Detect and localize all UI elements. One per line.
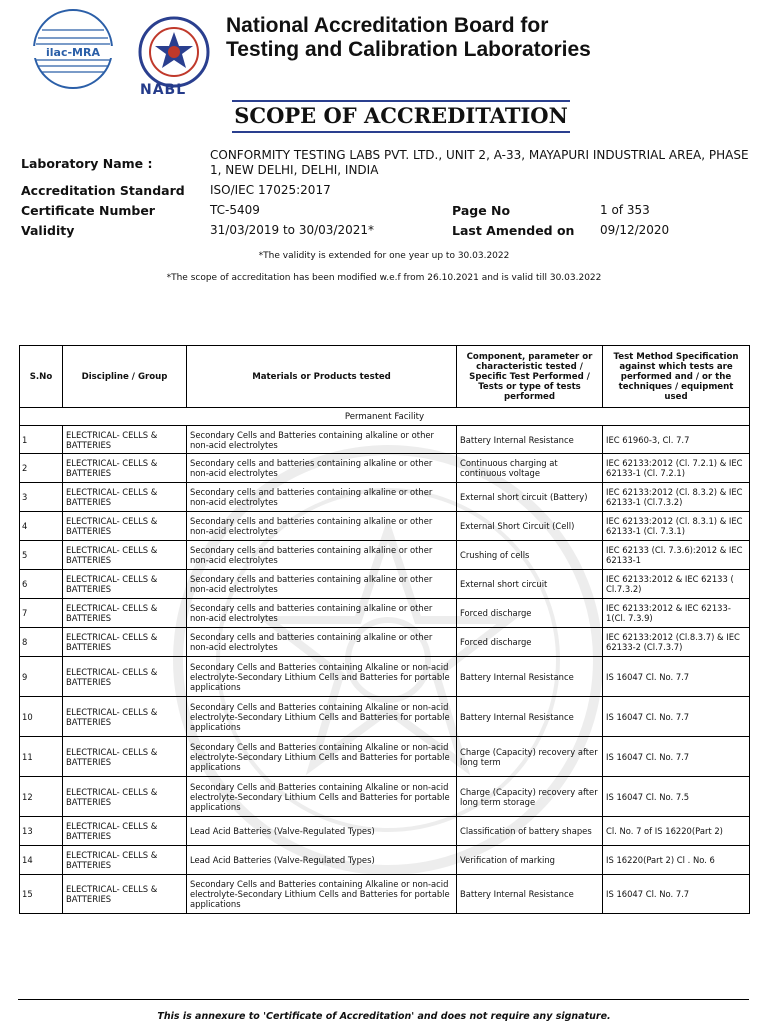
board-title bbox=[226, 14, 591, 62]
scope-title-rule-bottom bbox=[232, 131, 570, 133]
cell-test: Charge (Capacity) recovery after long term bbox=[457, 737, 603, 777]
cell-discipline: ELECTRICAL- CELLS & BATTERIES bbox=[63, 570, 187, 599]
cell-sno: 5 bbox=[20, 541, 63, 570]
page-label: Page No bbox=[452, 203, 511, 218]
cell-material: Secondary cells and batteries containing alkaline or other non-acid electrolytes bbox=[187, 599, 457, 628]
table-row bbox=[20, 599, 750, 628]
amended-label: Last Amended on bbox=[452, 223, 575, 238]
cell-method: IS 16047 Cl. No. 7.7 bbox=[603, 657, 750, 697]
cell-sno: 12 bbox=[20, 777, 63, 817]
cell-material: Secondary Cells and Batteries containing Alkaline or non-acid electrolyte-Secondary Lithium Cells and Batteries for portable applications bbox=[187, 697, 457, 737]
amended-value: 09/12/2020 bbox=[600, 223, 670, 237]
cell-material: Secondary Cells and Batteries containing alkaline or other non-acid electrolytes bbox=[187, 426, 457, 454]
lab-name-label: Laboratory Name : bbox=[21, 156, 153, 171]
cell-sno: 2 bbox=[20, 454, 63, 483]
table-row bbox=[20, 628, 750, 657]
cell-method: IEC 62133:2012 & IEC 62133-1(Cl. 7.3.9) bbox=[603, 599, 750, 628]
footer-note: This is annexure to 'Certificate of Accreditation' and does not require any signature. bbox=[157, 1011, 611, 1022]
validity-label: Validity bbox=[21, 223, 75, 238]
cell-sno: 3 bbox=[20, 483, 63, 512]
cell-discipline: ELECTRICAL- CELLS & BATTERIES bbox=[63, 777, 187, 817]
table-row bbox=[20, 454, 750, 483]
cell-test: Battery Internal Resistance bbox=[457, 697, 603, 737]
table-row bbox=[20, 657, 750, 697]
cell-discipline: ELECTRICAL- CELLS & BATTERIES bbox=[63, 599, 187, 628]
table-row bbox=[20, 737, 750, 777]
cell-test: Battery Internal Resistance bbox=[457, 657, 603, 697]
cell-method: IEC 62133:2012 (Cl.8.3.7) & IEC 62133-2 (Cl.7.3.7) bbox=[603, 628, 750, 657]
table-row bbox=[20, 777, 750, 817]
header-materials: Materials or Products tested bbox=[187, 346, 457, 408]
cell-discipline: ELECTRICAL- CELLS & BATTERIES bbox=[63, 817, 187, 846]
header-discipline: Discipline / Group bbox=[63, 346, 187, 408]
certificate-label: Certificate Number bbox=[21, 203, 155, 218]
cell-material: Secondary Cells and Batteries containing Alkaline or non-acid electrolyte-Secondary Lithium Cells and Batteries for portable applications bbox=[187, 777, 457, 817]
cell-test: Battery Internal Resistance bbox=[457, 426, 603, 454]
cell-test: Forced discharge bbox=[457, 628, 603, 657]
cell-test: External short circuit bbox=[457, 570, 603, 599]
cell-discipline: ELECTRICAL- CELLS & BATTERIES bbox=[63, 697, 187, 737]
cell-discipline: ELECTRICAL- CELLS & BATTERIES bbox=[63, 657, 187, 697]
cell-discipline: ELECTRICAL- CELLS & BATTERIES bbox=[63, 737, 187, 777]
cell-test: Continuous charging at continuous voltage bbox=[457, 454, 603, 483]
cell-discipline: ELECTRICAL- CELLS & BATTERIES bbox=[63, 483, 187, 512]
cell-test: Classification of battery shapes bbox=[457, 817, 603, 846]
table-row bbox=[20, 541, 750, 570]
page-value: 1 of 353 bbox=[600, 203, 650, 217]
table-row bbox=[20, 512, 750, 541]
cell-material: Secondary cells and batteries containing alkaline or other non-acid electrolytes bbox=[187, 541, 457, 570]
table-row bbox=[20, 846, 750, 875]
validity-note: *The validity is extended for one year up to 30.03.2022 bbox=[258, 251, 510, 261]
cell-material: Secondary Cells and Batteries containing Alkaline or non-acid electrolyte-Secondary Lithium Cells and Batteries for portable applications bbox=[187, 657, 457, 697]
cell-sno: 8 bbox=[20, 628, 63, 657]
standard-value: ISO/IEC 17025:2017 bbox=[210, 183, 331, 197]
cell-method: IEC 62133:2012 & IEC 62133 ( Cl.7.3.2) bbox=[603, 570, 750, 599]
table-row bbox=[20, 483, 750, 512]
cell-material: Secondary cells and batteries containing alkaline or other non-acid electrolytes bbox=[187, 570, 457, 599]
cell-test: Battery Internal Resistance bbox=[457, 875, 603, 914]
cell-test: Forced discharge bbox=[457, 599, 603, 628]
cell-material: Secondary cells and batteries containing alkaline or other non-acid electrolytes bbox=[187, 483, 457, 512]
cell-discipline: ELECTRICAL- CELLS & BATTERIES bbox=[63, 426, 187, 454]
cell-material: Lead Acid Batteries (Valve-Regulated Types) bbox=[187, 817, 457, 846]
cell-material: Secondary cells and batteries containing alkaline or other non-acid electrolytes bbox=[187, 628, 457, 657]
table-row bbox=[20, 875, 750, 914]
cell-test: Verification of marking bbox=[457, 846, 603, 875]
standard-label: Accreditation Standard bbox=[21, 183, 185, 198]
cell-test: External short circuit (Battery) bbox=[457, 483, 603, 512]
cell-method: IS 16047 Cl. No. 7.7 bbox=[603, 697, 750, 737]
table-row bbox=[20, 817, 750, 846]
cell-discipline: ELECTRICAL- CELLS & BATTERIES bbox=[63, 628, 187, 657]
cell-sno: 9 bbox=[20, 657, 63, 697]
cell-test: External Short Circuit (Cell) bbox=[457, 512, 603, 541]
board-title-line2: Testing and Calibration Laboratories bbox=[226, 38, 591, 61]
cell-material: Lead Acid Batteries (Valve-Regulated Types) bbox=[187, 846, 457, 875]
table-header-row bbox=[20, 346, 750, 408]
scope-title: SCOPE OF ACCREDITATION bbox=[234, 103, 568, 128]
cell-method: IEC 62133:2012 (Cl. 8.3.2) & IEC 62133-1 (Cl.7.3.2) bbox=[603, 483, 750, 512]
facility-label: Permanent Facility bbox=[20, 408, 750, 426]
cell-test: Crushing of cells bbox=[457, 541, 603, 570]
certificate-value: TC-5409 bbox=[210, 203, 260, 217]
facility-row bbox=[20, 408, 750, 426]
board-title-line1: National Accreditation Board for bbox=[226, 14, 549, 37]
footer-divider bbox=[18, 999, 749, 1000]
cell-sno: 14 bbox=[20, 846, 63, 875]
table-row bbox=[20, 426, 750, 454]
cell-discipline: ELECTRICAL- CELLS & BATTERIES bbox=[63, 875, 187, 914]
cell-sno: 13 bbox=[20, 817, 63, 846]
cell-sno: 4 bbox=[20, 512, 63, 541]
cell-method: IEC 62133:2012 (Cl. 7.2.1) & IEC 62133-1 (Cl. 7.2.1) bbox=[603, 454, 750, 483]
cell-material: Secondary Cells and Batteries containing Alkaline or non-acid electrolyte-Secondary Lithium Cells and Batteries for portable applications bbox=[187, 737, 457, 777]
cell-method: IS 16220(Part 2) Cl . No. 6 bbox=[603, 846, 750, 875]
cell-material: Secondary cells and batteries containing alkaline or other non-acid electrolytes bbox=[187, 454, 457, 483]
cell-method: IS 16047 Cl. No. 7.5 bbox=[603, 777, 750, 817]
cell-test: Charge (Capacity) recovery after long term storage bbox=[457, 777, 603, 817]
cell-discipline: ELECTRICAL- CELLS & BATTERIES bbox=[63, 512, 187, 541]
cell-discipline: ELECTRICAL- CELLS & BATTERIES bbox=[63, 541, 187, 570]
cell-sno: 7 bbox=[20, 599, 63, 628]
scope-note: *The scope of accreditation has been modified w.e.f from 26.10.2021 and is valid till 30.03.2022 bbox=[166, 273, 602, 283]
cell-sno: 15 bbox=[20, 875, 63, 914]
lab-name-line2: 1, NEW DELHI, DELHI, INDIA bbox=[210, 163, 379, 177]
table-row bbox=[20, 570, 750, 599]
cell-method: Cl. No. 7 of IS 16220(Part 2) bbox=[603, 817, 750, 846]
cell-sno: 11 bbox=[20, 737, 63, 777]
table-row bbox=[20, 697, 750, 737]
validity-value: 31/03/2019 to 30/03/2021* bbox=[210, 223, 375, 237]
scope-title-rule-top bbox=[232, 100, 570, 102]
cell-discipline: ELECTRICAL- CELLS & BATTERIES bbox=[63, 846, 187, 875]
cell-sno: 10 bbox=[20, 697, 63, 737]
ilac-mra-logo bbox=[28, 8, 118, 90]
cell-method: IEC 62133 (Cl. 7.3.6):2012 & IEC 62133-1 bbox=[603, 541, 750, 570]
header-test-method: Test Method Specification against which tests are performed and / or the techniques / equipment used bbox=[603, 346, 750, 408]
lab-name-value bbox=[210, 148, 750, 178]
ilac-logo-text: ilac-MRA bbox=[46, 46, 100, 59]
cell-sno: 1 bbox=[20, 426, 63, 454]
header-component: Component, parameter or characteristic tested / Specific Test Performed / Tests or type of tests performed bbox=[457, 346, 603, 408]
nabl-logo-text: NABL bbox=[140, 82, 187, 98]
cell-sno: 6 bbox=[20, 570, 63, 599]
cell-material: Secondary cells and batteries containing alkaline or other non-acid electrolytes bbox=[187, 512, 457, 541]
cell-method: IEC 61960-3, Cl. 7.7 bbox=[603, 426, 750, 454]
cell-method: IEC 62133:2012 (Cl. 8.3.1) & IEC 62133-1 (Cl. 7.3.1) bbox=[603, 512, 750, 541]
cell-material: Secondary Cells and Batteries containing Alkaline or non-acid electrolyte-Secondary Lithium Cells and Batteries for portable applications bbox=[187, 875, 457, 914]
cell-method: IS 16047 Cl. No. 7.7 bbox=[603, 875, 750, 914]
header-sno: S.No bbox=[20, 346, 63, 408]
cell-discipline: ELECTRICAL- CELLS & BATTERIES bbox=[63, 454, 187, 483]
lab-name-line1: CONFORMITY TESTING LABS PVT. LTD., UNIT 2, A-33, MAYAPURI INDUSTRIAL AREA, PHASE bbox=[210, 148, 749, 162]
cell-method: IS 16047 Cl. No. 7.7 bbox=[603, 737, 750, 777]
scope-table bbox=[19, 345, 750, 914]
